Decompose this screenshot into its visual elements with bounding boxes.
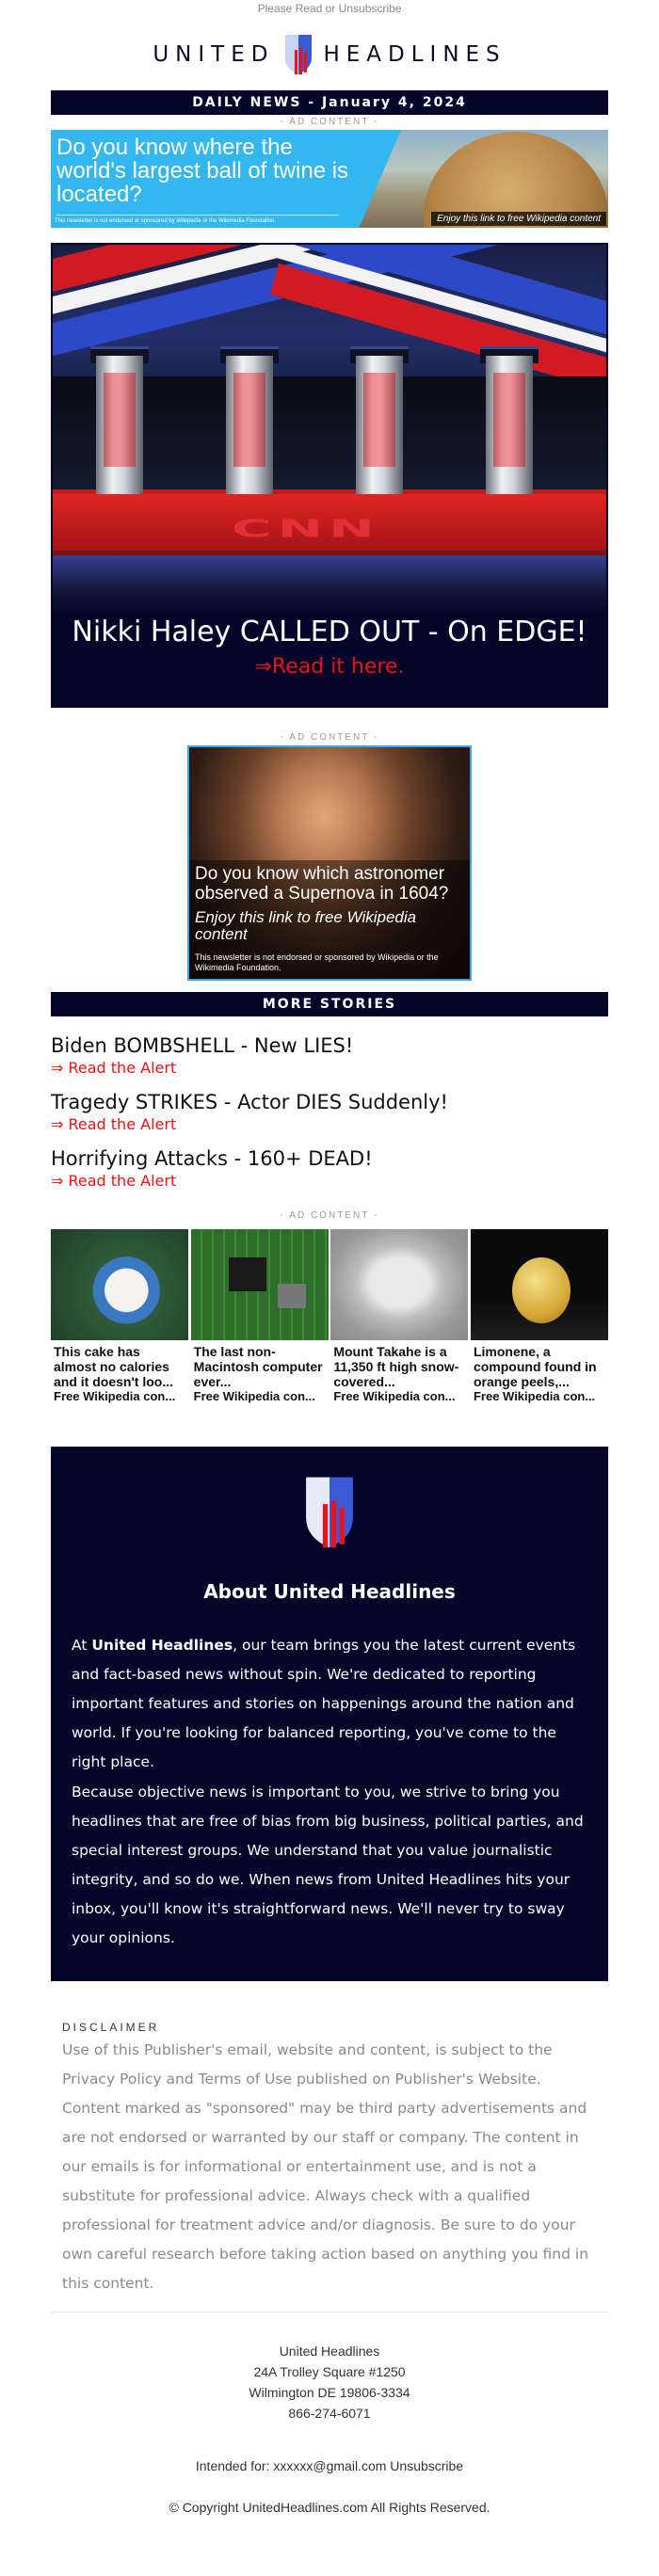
- disclaimer-text: Use of this Publisher's email, website and content, is subject to the Privacy Policy and Terms of Use published on Publisher's Website. Content marked as "sponsored" may be third party advertisements and are not endorsed or warranted by our staff or company. The content in our emails is for informational or entertainment use, and is not a substitute for professional advice. Always check with a qualified professional for treatment advice and/or diagnosis. Be sure to do your own careful research before taking action based on anything you find in this content.: [62, 2041, 589, 2292]
- ad-fine-print: This newsletter is not endorsed or sponsored by Wikipedia or the Wikimedia Foundation.: [55, 218, 277, 224]
- about-brand: United Headlines: [91, 1637, 233, 1654]
- story-item[interactable]: [51, 1033, 608, 1079]
- story-read-link[interactable]: ⇒ Read the Alert: [51, 1115, 177, 1133]
- about-paragraph-1: [72, 1631, 589, 1777]
- recipient-email: xxxxxx@gmail.com: [273, 2458, 387, 2473]
- footer-address-line-1: 24A Trolley Square #1250: [253, 2364, 406, 2379]
- sponsored-tiles: [51, 1229, 608, 1403]
- ad-divider: [56, 215, 339, 216]
- logo-word-right: HEADLINES: [323, 42, 506, 67]
- tile-title[interactable]: Mount Takahe is a 11,350 ft high snow-covered...: [333, 1344, 459, 1389]
- preheader-link[interactable]: [0, 0, 659, 19]
- floor-logo-text: CNN: [232, 514, 380, 543]
- story-item[interactable]: [51, 1146, 608, 1192]
- tile-source[interactable]: Free Wikipedia con...: [333, 1389, 456, 1403]
- footer-intended: [51, 2456, 608, 2476]
- sponsored-tile[interactable]: [51, 1229, 188, 1403]
- footer-copyright: © Copyright UnitedHeadlines.com All Rights Reserved.: [169, 2500, 490, 2515]
- ad-cta[interactable]: Enjoy this link to free Wikipedia content: [431, 212, 606, 226]
- ad-label: - AD CONTENT -: [280, 732, 379, 743]
- cake-image: [51, 1229, 188, 1340]
- lemon-image: [471, 1229, 608, 1340]
- ad-label: - AD CONTENT -: [280, 117, 379, 127]
- tile-source[interactable]: Free Wikipedia con...: [54, 1389, 176, 1403]
- story-title[interactable]: Horrifying Attacks - 160+ DEAD!: [51, 1147, 373, 1170]
- story-title[interactable]: Biden BOMBSHELL - New LIES!: [51, 1034, 354, 1057]
- debate-stage-image: [53, 245, 606, 612]
- footer-company: United Headlines: [279, 2344, 380, 2359]
- ad-label: - AD CONTENT -: [280, 1210, 379, 1221]
- footer: [51, 2341, 608, 2518]
- story-read-link[interactable]: ⇒ Read the Alert: [51, 1059, 177, 1077]
- sponsored-tile[interactable]: [191, 1229, 329, 1403]
- intended-label: Intended for:: [195, 2458, 270, 2473]
- tile-title[interactable]: The last non-Macintosh computer ever...: [193, 1344, 323, 1389]
- story-item[interactable]: [51, 1090, 608, 1135]
- unsubscribe-link[interactable]: Unsubscribe: [390, 2458, 464, 2473]
- footer-phone: 866-274-6071: [288, 2406, 371, 2421]
- ad-cta[interactable]: Enjoy this link to free Wikipedia content: [195, 908, 417, 943]
- sponsored-tile[interactable]: [330, 1229, 468, 1403]
- preheader-text[interactable]: Please Read or Unsubscribe: [257, 2, 402, 15]
- brand-logo[interactable]: [0, 19, 659, 90]
- disclaimer-label: DISCLAIMER: [62, 2021, 160, 2034]
- story-title[interactable]: Tragedy STRIKES - Actor DIES Suddenly!: [51, 1091, 448, 1113]
- about-paragraph-2: Because objective news is important to you, we strive to bring you headlines that are free of bias from big business, political parties, and special interest groups. We understand that you value journalistic integrity, and so do we. When news from United Headlines hits your inbox, you'll know it's straightforward news. We'll never try to sway your opinions.: [72, 1784, 584, 1946]
- about-p1-text: , our team brings you the latest current events and fact-based news without spin. We're dedicated to reporting important features and stories on happenings around the nation and world. If you're looking for balanced reporting, you've come to the right place.: [72, 1637, 576, 1770]
- circuit-board-image: [191, 1229, 329, 1340]
- ad-question: Do you know where the world's largest ball of twine is located?: [56, 135, 349, 207]
- footer-address: [51, 2341, 608, 2424]
- sponsored-tile[interactable]: [471, 1229, 608, 1403]
- about-prefix: At: [72, 1637, 92, 1654]
- ad-banner-astronomer[interactable]: [187, 745, 472, 981]
- more-stories-bar: [51, 992, 608, 1016]
- tile-source[interactable]: Free Wikipedia con...: [193, 1389, 315, 1403]
- dateline-text: DAILY NEWS - January 4, 2024: [192, 95, 467, 110]
- dateline-bar: [51, 90, 608, 115]
- ad-fine-print: This newsletter is not endorsed or sponsored by Wikipedia or the Wikimedia Foundation.: [195, 952, 439, 972]
- tile-source[interactable]: Free Wikipedia con...: [473, 1389, 596, 1403]
- logo-word-left: UNITED: [153, 42, 275, 67]
- hero-headline[interactable]: Nikki Haley CALLED OUT - On EDGE!: [72, 616, 587, 648]
- more-stories-title: MORE STORIES: [262, 997, 397, 1012]
- tile-title[interactable]: Limonene, a compound found in orange peels,...: [473, 1344, 597, 1389]
- tile-title[interactable]: This cake has almost no calories and it doesn't loo...: [54, 1344, 173, 1389]
- hero-read-link[interactable]: ⇒Read it here.: [254, 655, 405, 679]
- hero-story[interactable]: [51, 243, 608, 708]
- shield-logo-icon: [299, 1473, 360, 1552]
- mount-takahe-image: [330, 1229, 468, 1340]
- ad-banner-twine[interactable]: [51, 130, 608, 228]
- disclaimer-section: [51, 2021, 608, 2298]
- ad-question: Do you know which astronomer observed a Supernova in 1604?: [195, 864, 449, 904]
- about-title: About United Headlines: [203, 1580, 456, 1603]
- shield-logo-icon: [281, 33, 315, 76]
- footer-address-line-2: Wilmington DE 19806-3334: [249, 2385, 410, 2400]
- about-section: [51, 1447, 608, 1981]
- story-read-link[interactable]: ⇒ Read the Alert: [51, 1172, 177, 1190]
